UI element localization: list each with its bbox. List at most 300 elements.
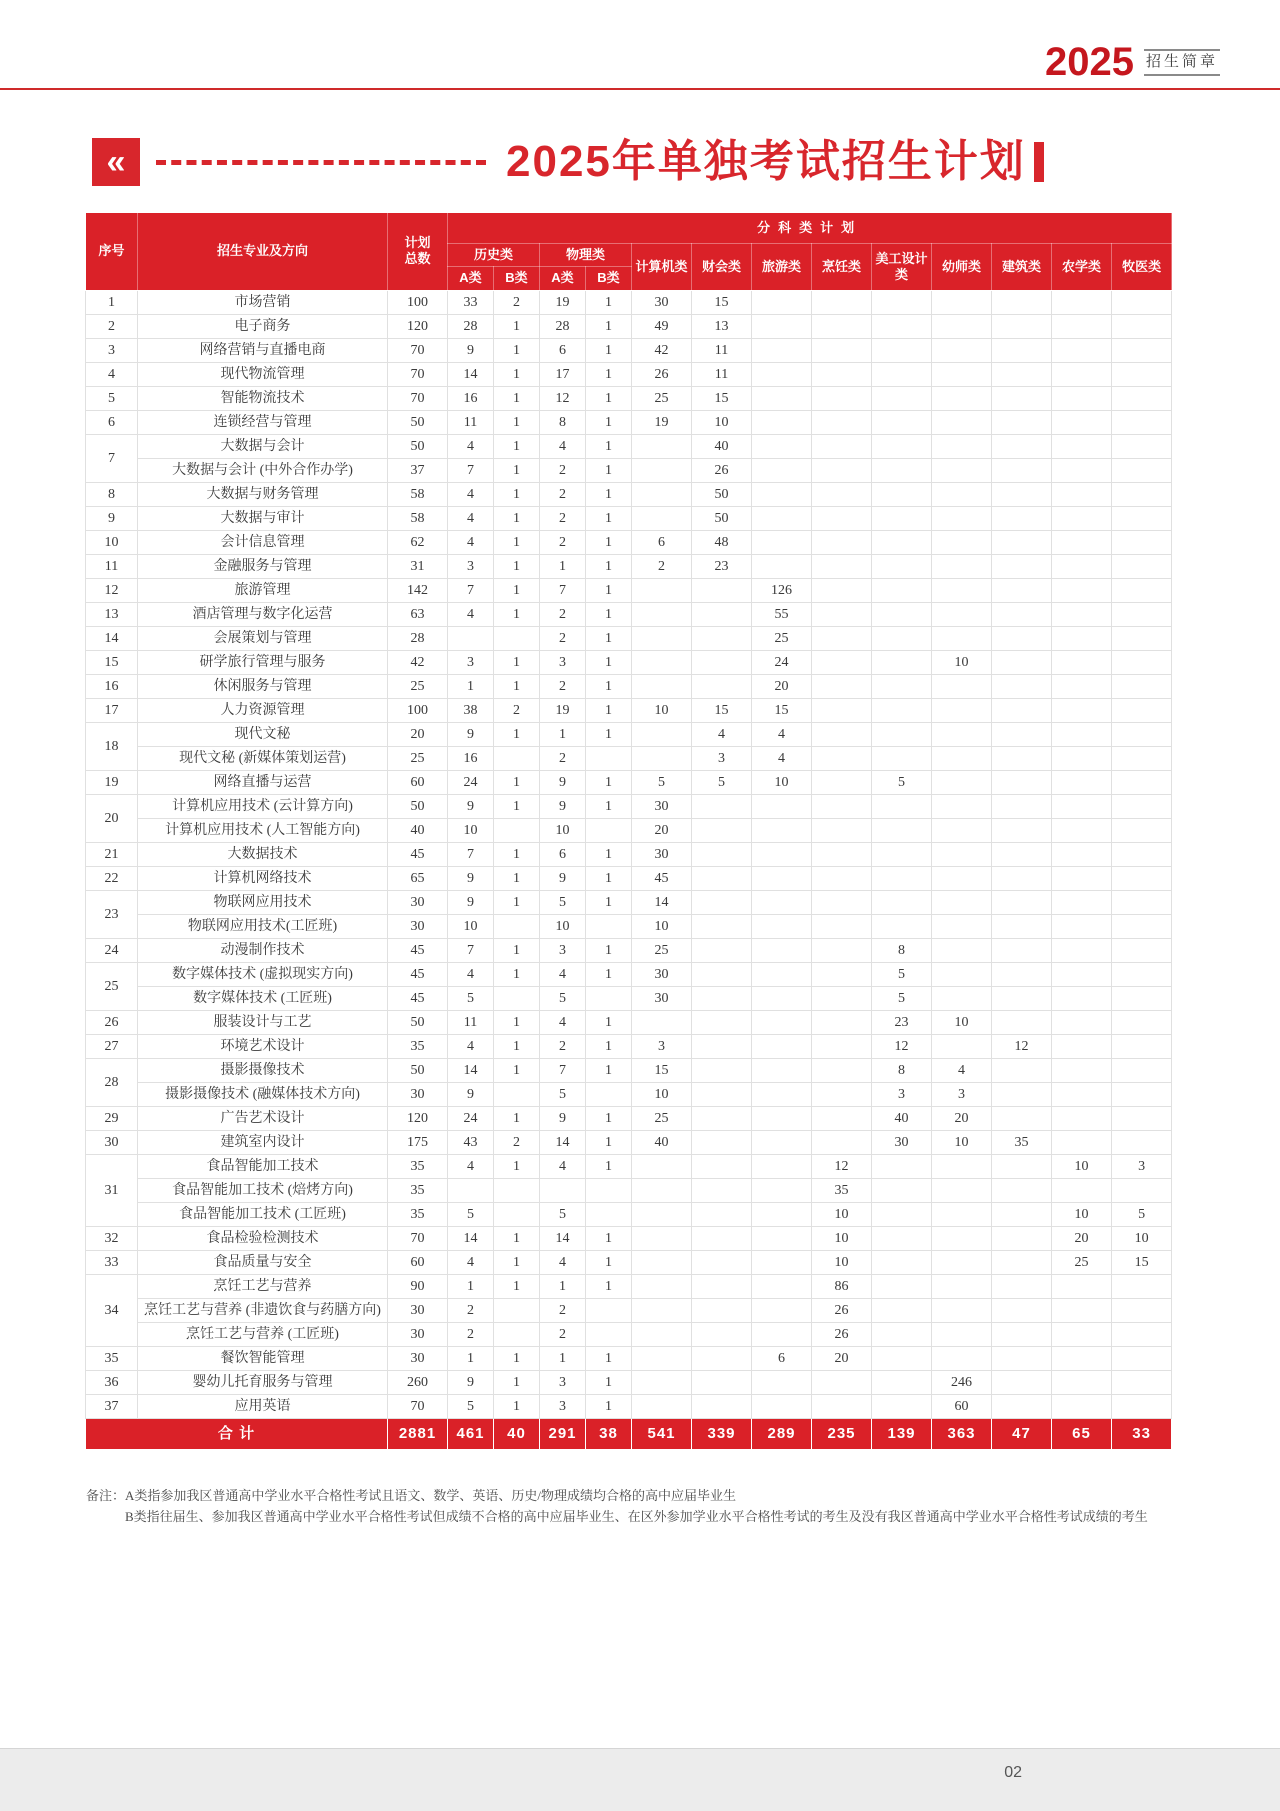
quota-cell <box>494 1298 540 1322</box>
table-row <box>86 1130 1172 1154</box>
quota-cell <box>992 818 1052 842</box>
quota-cell <box>932 1250 992 1274</box>
quota-cell: 9 <box>448 1082 494 1106</box>
row-number: 14 <box>86 626 138 650</box>
quota-cell <box>1112 938 1172 962</box>
quota-cell: 14 <box>448 1226 494 1250</box>
table-row <box>86 1106 1172 1130</box>
quota-cell <box>692 650 752 674</box>
table-row <box>86 1250 1172 1274</box>
quota-cell <box>1052 1178 1112 1202</box>
quota-cell <box>632 626 692 650</box>
quota-cell <box>992 746 1052 770</box>
quota-cell <box>752 938 812 962</box>
quota-cell: 15 <box>692 290 752 314</box>
quota-cell: 2 <box>540 1034 586 1058</box>
quota-cell <box>812 1394 872 1418</box>
row-number: 34 <box>86 1274 138 1346</box>
quota-cell <box>1052 746 1112 770</box>
quota-cell: 6 <box>752 1346 812 1370</box>
row-number: 3 <box>86 338 138 362</box>
quota-cell <box>1052 1394 1112 1418</box>
quota-cell <box>494 1082 540 1106</box>
row-number: 32 <box>86 1226 138 1250</box>
quota-cell: 9 <box>448 890 494 914</box>
quota-cell <box>932 938 992 962</box>
row-number: 29 <box>86 1106 138 1130</box>
quota-cell <box>692 1394 752 1418</box>
quota-cell: 13 <box>692 314 752 338</box>
table-row <box>86 1178 1172 1202</box>
quota-cell: 2 <box>540 1298 586 1322</box>
quota-cell <box>872 890 932 914</box>
quota-cell: 7 <box>540 1058 586 1082</box>
quota-cell: 4 <box>692 722 752 746</box>
total-cell: 33 <box>1112 1418 1172 1449</box>
table-row <box>86 794 1172 818</box>
quota-cell: 4 <box>448 530 494 554</box>
quota-cell <box>932 1202 992 1226</box>
quota-cell: 6 <box>632 530 692 554</box>
quota-cell <box>448 626 494 650</box>
plan-total: 37 <box>388 458 448 482</box>
quota-cell <box>812 338 872 362</box>
notes <box>86 1486 1176 1528</box>
quota-cell <box>992 962 1052 986</box>
quota-cell: 15 <box>632 1058 692 1082</box>
plan-total: 42 <box>388 650 448 674</box>
quota-cell <box>932 722 992 746</box>
quota-cell: 11 <box>692 338 752 362</box>
row-number: 18 <box>86 722 138 770</box>
quota-cell <box>872 506 932 530</box>
quota-cell <box>992 938 1052 962</box>
plan-total: 50 <box>388 1058 448 1082</box>
quota-cell <box>586 1322 632 1346</box>
double-chevron-icon: « <box>92 138 140 186</box>
quota-cell <box>1052 386 1112 410</box>
header-group: 分科类计划 <box>448 213 1172 244</box>
plan-total: 120 <box>388 314 448 338</box>
quota-cell <box>692 1130 752 1154</box>
quota-cell <box>752 1130 812 1154</box>
major-name: 烹饪工艺与营养 <box>138 1274 388 1298</box>
quota-cell <box>992 314 1052 338</box>
header-history: 历史类 <box>448 244 540 267</box>
quota-cell <box>1112 650 1172 674</box>
quota-cell <box>932 1154 992 1178</box>
quota-cell <box>752 458 812 482</box>
quota-cell <box>992 1202 1052 1226</box>
quota-cell: 1 <box>494 1274 540 1298</box>
quota-cell: 9 <box>448 338 494 362</box>
quota-cell <box>752 842 812 866</box>
quota-cell <box>632 1370 692 1394</box>
notes-label: 备注： <box>86 1488 126 1503</box>
quota-cell: 2 <box>448 1322 494 1346</box>
plan-total: 70 <box>388 362 448 386</box>
quota-cell <box>872 818 932 842</box>
quota-cell <box>932 842 992 866</box>
quota-cell: 1 <box>494 458 540 482</box>
table-row <box>86 554 1172 578</box>
quota-cell: 40 <box>692 434 752 458</box>
quota-cell: 11 <box>448 410 494 434</box>
quota-cell <box>1052 314 1112 338</box>
quota-cell: 1 <box>494 434 540 458</box>
quota-cell <box>1112 986 1172 1010</box>
note-class-a: A类指参加我区普通高中学业水平合格性考试且语文、数学、英语、历史/物理成绩均合格的高中应届毕业生 <box>125 1488 737 1503</box>
quota-cell <box>1112 626 1172 650</box>
quota-cell <box>1052 770 1112 794</box>
quota-cell <box>992 986 1052 1010</box>
quota-cell <box>1052 794 1112 818</box>
quota-cell: 20 <box>752 674 812 698</box>
quota-cell: 40 <box>632 1130 692 1154</box>
quota-cell <box>692 914 752 938</box>
quota-cell <box>692 1058 752 1082</box>
quota-cell: 1 <box>494 1226 540 1250</box>
quota-cell <box>692 794 752 818</box>
quota-cell: 15 <box>692 386 752 410</box>
row-number: 2 <box>86 314 138 338</box>
quota-cell <box>1112 386 1172 410</box>
quota-cell: 20 <box>1052 1226 1112 1250</box>
enrollment-plan-table <box>85 212 1172 1450</box>
quota-cell: 10 <box>448 914 494 938</box>
quota-cell: 5 <box>540 1202 586 1226</box>
quota-cell <box>1112 962 1172 986</box>
quota-cell <box>812 578 872 602</box>
quota-cell: 40 <box>872 1106 932 1130</box>
quota-cell <box>872 1394 932 1418</box>
quota-cell <box>752 386 812 410</box>
quota-cell <box>812 290 872 314</box>
quota-cell: 5 <box>872 770 932 794</box>
quota-cell: 7 <box>448 578 494 602</box>
quota-cell: 10 <box>812 1250 872 1274</box>
quota-cell: 2 <box>540 674 586 698</box>
quota-cell: 30 <box>632 794 692 818</box>
quota-cell: 1 <box>586 338 632 362</box>
quota-cell <box>1112 482 1172 506</box>
quota-cell: 10 <box>632 1082 692 1106</box>
major-name: 研学旅行管理与服务 <box>138 650 388 674</box>
quota-cell: 1 <box>494 410 540 434</box>
row-number: 4 <box>86 362 138 386</box>
quota-cell: 1 <box>494 602 540 626</box>
quota-cell <box>1112 410 1172 434</box>
major-name: 环境艺术设计 <box>138 1034 388 1058</box>
quota-cell: 10 <box>932 650 992 674</box>
quota-cell: 4 <box>448 506 494 530</box>
quota-cell <box>692 890 752 914</box>
plan-total: 70 <box>388 1226 448 1250</box>
quota-cell: 11 <box>692 362 752 386</box>
quota-cell <box>932 626 992 650</box>
quota-cell <box>1052 1034 1112 1058</box>
quota-cell <box>992 1010 1052 1034</box>
row-number: 13 <box>86 602 138 626</box>
quota-cell <box>992 1226 1052 1250</box>
quota-cell <box>692 578 752 602</box>
quota-cell: 14 <box>448 362 494 386</box>
quota-cell: 1 <box>494 1250 540 1274</box>
quota-cell <box>932 482 992 506</box>
quota-cell <box>992 1082 1052 1106</box>
major-name: 食品智能加工技术 (工匠班) <box>138 1202 388 1226</box>
quota-cell <box>872 386 932 410</box>
quota-cell: 25 <box>632 1106 692 1130</box>
table-row <box>86 962 1172 986</box>
quota-cell <box>1112 890 1172 914</box>
row-number: 11 <box>86 554 138 578</box>
quota-cell: 1 <box>586 1154 632 1178</box>
quota-cell: 5 <box>1112 1202 1172 1226</box>
quota-cell <box>632 1154 692 1178</box>
quota-cell: 2 <box>540 530 586 554</box>
major-name: 计算机网络技术 <box>138 866 388 890</box>
brand-label: 招生简章 <box>1144 49 1220 76</box>
quota-cell <box>992 722 1052 746</box>
plan-total: 50 <box>388 1010 448 1034</box>
quota-cell <box>494 1178 540 1202</box>
quota-cell: 23 <box>872 1010 932 1034</box>
quota-cell <box>632 1274 692 1298</box>
total-cell: 363 <box>932 1418 992 1449</box>
table-row <box>86 530 1172 554</box>
quota-cell <box>692 602 752 626</box>
quota-cell: 1 <box>586 1370 632 1394</box>
quota-cell <box>992 698 1052 722</box>
quota-cell: 45 <box>632 866 692 890</box>
quota-cell <box>1052 866 1112 890</box>
quota-cell <box>752 314 812 338</box>
major-name: 计算机应用技术 (人工智能方向) <box>138 818 388 842</box>
row-number: 35 <box>86 1346 138 1370</box>
footer-band <box>0 1748 1280 1811</box>
row-number: 5 <box>86 386 138 410</box>
major-name: 餐饮智能管理 <box>138 1346 388 1370</box>
quota-cell: 1 <box>586 530 632 554</box>
major-name: 数字媒体技术 (工匠班) <box>138 986 388 1010</box>
plan-total: 25 <box>388 674 448 698</box>
quota-cell <box>1052 650 1112 674</box>
major-name: 烹饪工艺与营养 (工匠班) <box>138 1322 388 1346</box>
quota-cell: 17 <box>540 362 586 386</box>
header-physics-a: A类 <box>540 267 586 290</box>
header-history-b: B类 <box>494 267 540 290</box>
quota-cell: 9 <box>448 1370 494 1394</box>
quota-cell: 14 <box>540 1130 586 1154</box>
quota-cell: 1 <box>494 722 540 746</box>
quota-cell <box>992 1154 1052 1178</box>
quota-cell: 126 <box>752 578 812 602</box>
quota-cell <box>812 698 872 722</box>
row-number: 17 <box>86 698 138 722</box>
header-category-preschool: 幼师类 <box>932 244 992 291</box>
quota-cell <box>932 1298 992 1322</box>
quota-cell <box>812 890 872 914</box>
title-accent-bar <box>1034 142 1044 182</box>
quota-cell: 38 <box>448 698 494 722</box>
quota-cell: 1 <box>586 698 632 722</box>
total-cell: 235 <box>812 1418 872 1449</box>
quota-cell <box>1052 602 1112 626</box>
quota-cell: 10 <box>540 818 586 842</box>
major-name: 食品检验检测技术 <box>138 1226 388 1250</box>
row-number: 33 <box>86 1250 138 1274</box>
table-row <box>86 1226 1172 1250</box>
quota-cell: 4 <box>448 962 494 986</box>
row-number: 9 <box>86 506 138 530</box>
quota-cell <box>872 1322 932 1346</box>
quota-cell <box>1052 1370 1112 1394</box>
quota-cell: 7 <box>448 938 494 962</box>
quota-cell: 12 <box>872 1034 932 1058</box>
quota-cell: 1 <box>586 362 632 386</box>
quota-cell <box>632 1346 692 1370</box>
quota-cell <box>812 362 872 386</box>
major-name: 食品智能加工技术 <box>138 1154 388 1178</box>
quota-cell <box>992 1298 1052 1322</box>
quota-cell <box>752 1058 812 1082</box>
quota-cell <box>872 1154 932 1178</box>
quota-cell: 1 <box>494 386 540 410</box>
plan-total: 45 <box>388 842 448 866</box>
quota-cell: 19 <box>540 290 586 314</box>
quota-cell: 3 <box>632 1034 692 1058</box>
quota-cell <box>632 1250 692 1274</box>
table-row <box>86 842 1172 866</box>
quota-cell <box>932 1034 992 1058</box>
major-name: 动漫制作技术 <box>138 938 388 962</box>
quota-cell <box>632 482 692 506</box>
quota-cell: 246 <box>932 1370 992 1394</box>
quota-cell: 3 <box>448 554 494 578</box>
quota-cell <box>992 674 1052 698</box>
quota-cell <box>992 386 1052 410</box>
quota-cell <box>992 290 1052 314</box>
row-number: 20 <box>86 794 138 842</box>
quota-cell <box>752 290 812 314</box>
quota-cell: 1 <box>448 1274 494 1298</box>
quota-cell: 1 <box>586 434 632 458</box>
quota-cell <box>812 866 872 890</box>
quota-cell: 2 <box>540 1322 586 1346</box>
quota-cell: 25 <box>632 938 692 962</box>
quota-cell: 1 <box>494 938 540 962</box>
quota-cell <box>992 410 1052 434</box>
quota-cell <box>752 818 812 842</box>
quota-cell <box>872 1346 932 1370</box>
quota-cell: 3 <box>448 650 494 674</box>
quota-cell: 2 <box>494 1130 540 1154</box>
row-number: 10 <box>86 530 138 554</box>
quota-cell <box>992 1106 1052 1130</box>
quota-cell: 1 <box>540 1274 586 1298</box>
quota-cell: 1 <box>586 1394 632 1418</box>
quota-cell <box>932 770 992 794</box>
quota-cell <box>932 578 992 602</box>
table-row <box>86 818 1172 842</box>
quota-cell <box>932 698 992 722</box>
major-name: 食品智能加工技术 (焙烤方向) <box>138 1178 388 1202</box>
quota-cell <box>812 626 872 650</box>
quota-cell <box>692 986 752 1010</box>
quota-cell <box>752 410 812 434</box>
plan-total: 40 <box>388 818 448 842</box>
plan-total: 45 <box>388 962 448 986</box>
quota-cell <box>932 1178 992 1202</box>
major-name: 大数据与会计 (中外合作办学) <box>138 458 388 482</box>
quota-cell: 2 <box>540 626 586 650</box>
table-row <box>86 1298 1172 1322</box>
plan-total: 58 <box>388 506 448 530</box>
major-name: 智能物流技术 <box>138 386 388 410</box>
quota-cell <box>692 1322 752 1346</box>
quota-cell <box>1112 314 1172 338</box>
quota-cell: 3 <box>692 746 752 770</box>
major-name: 电子商务 <box>138 314 388 338</box>
header-plan-total-line2: 总数 <box>404 251 431 267</box>
major-name: 大数据与财务管理 <box>138 482 388 506</box>
quota-cell: 1 <box>586 314 632 338</box>
quota-cell <box>1052 482 1112 506</box>
quota-cell: 1 <box>494 554 540 578</box>
quota-cell <box>752 338 812 362</box>
plan-total: 63 <box>388 602 448 626</box>
quota-cell: 35 <box>812 1178 872 1202</box>
quota-cell <box>992 1250 1052 1274</box>
quota-cell <box>752 1250 812 1274</box>
quota-cell <box>752 1010 812 1034</box>
page-number: 02 <box>1004 1764 1022 1781</box>
quota-cell <box>872 722 932 746</box>
quota-cell: 5 <box>540 1082 586 1106</box>
table-row <box>86 314 1172 338</box>
quota-cell: 1 <box>586 842 632 866</box>
quota-cell: 1 <box>494 362 540 386</box>
quota-cell: 9 <box>448 722 494 746</box>
quota-cell: 4 <box>540 1010 586 1034</box>
quota-cell: 1 <box>494 890 540 914</box>
quota-cell <box>812 602 872 626</box>
quota-cell <box>494 746 540 770</box>
quota-cell <box>932 818 992 842</box>
quota-cell <box>812 314 872 338</box>
table-row <box>86 290 1172 314</box>
major-name: 物联网应用技术(工匠班) <box>138 914 388 938</box>
quota-cell <box>872 626 932 650</box>
quota-cell: 1 <box>494 650 540 674</box>
quota-cell <box>812 842 872 866</box>
quota-cell <box>812 914 872 938</box>
quota-cell: 26 <box>632 362 692 386</box>
quota-cell <box>494 626 540 650</box>
quota-cell: 1 <box>494 1154 540 1178</box>
table-row <box>86 1346 1172 1370</box>
quota-cell <box>1112 362 1172 386</box>
quota-cell <box>932 986 992 1010</box>
major-name: 应用英语 <box>138 1394 388 1418</box>
header-category-art-design: 美工设计类 <box>872 244 932 291</box>
quota-cell <box>632 458 692 482</box>
table-row <box>86 770 1172 794</box>
table-row <box>86 578 1172 602</box>
note-class-b: B类指往届生、参加我区普通高中学业水平合格性考试但成绩不合格的高中应届毕业生、在区外参加学业水平合格性考试的考生及没有我区普通高中学业水平合格性考试成绩的考生 <box>125 1508 1148 1524</box>
table-row <box>86 866 1172 890</box>
